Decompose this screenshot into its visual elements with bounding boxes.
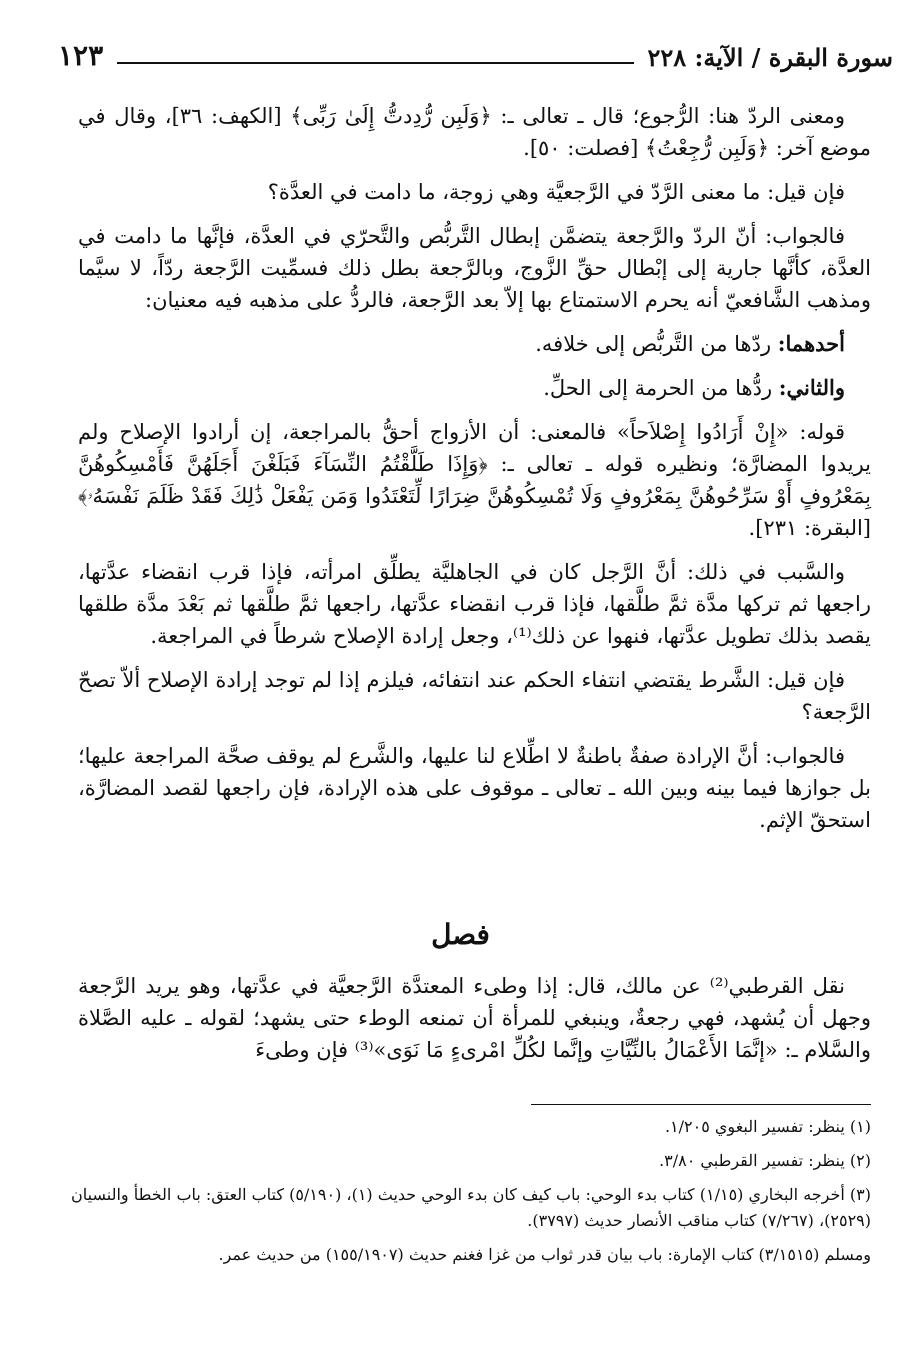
paragraph-question-2: فإن قيل: الشَّرط يقتضي انتفاء الحكم عند انتفائه، فيلزم إذا لم توجد إرادة الإصلاح ألاّ تصحّ الرَّجعة؟ xyxy=(78,668,871,724)
page-header xyxy=(58,28,893,72)
header-rule xyxy=(117,62,633,64)
section-text xyxy=(78,970,871,1066)
paragraph-radd-meaning: ومعنى الردّ هنا: الرُّجوع؛ قال ـ تعالى ـ: ﴿وَلَبِن رُّدِدتُّ إِلَىٰ رَبِّى﴾ [الكهف: ٣٦]، وقال في موضع آخر: ﴿وَلَبِن رُّجِعْتُ﴾ [فصلت: ٥٠]. xyxy=(78,104,871,160)
footnote-3: (٣) أخرجه البخاري (١/١٥) كتاب بدء الوحي: باب كيف كان بدء الوحي حديث (١)، (٥/١٩٠) كتاب العتق: باب الخطأ والنسيان (٢٥٢٩)، (٧/٢٦٧) كتاب مناقب الأنصار حديث (٣٧٩٧). xyxy=(71,1185,871,1230)
point-second xyxy=(78,372,871,404)
paragraph-islah: قوله: «إِنْ أَرَادُوا إِصْلاَحاً» فالمعنى: أن الأزواج أحقُّ بالمراجعة، إن أرادوا الإصلاح ولم يريدوا المضارَّة؛ ونظيره قوله ـ تعالى ـ: ﴿وَإِذَا طَلَّقْتُمُ النِّسَآءَ فَبَلَغْنَ أَجَلَهُنَّ فَأَمْسِكُوهُنَّ بِمَعْرُوفٍ أَوْ سَرِّحُوهُنَّ بِمَعْرُوفٍ وَلَا تُمْسِكُوهُنَّ ضِرَارًا لِّتَعْتَدُوا وَمَن يَفْعَلْ ذَٰلِكَ فَقَدْ ظَلَمَ نَفْسَهُۥ﴾ [البقرة: ٢٣١]. xyxy=(78,420,871,540)
point-first xyxy=(78,328,871,360)
paragraph-answer-2: فالجواب: أنَّ الإرادة صفةٌ باطنةٌ لا اطِّلاع لنا عليها، والشَّرع لم يوقف صحَّة المراجعة عليها؛ بل جوازها فيما بينه وبين الله ـ تعالى ـ موقوف على هذه الإرادة، فإن راجعها لقصد المضارَّة، استحقّ الإثم. xyxy=(78,744,871,832)
paragraph-answer-1: فالجواب: أنّ الردّ والرَّجعة يتضمَّن إبطال التَّربُّص والتَّحرّي في العدَّة، فإنَّها ما دامت في العدَّة، كأنَّها جارية إلى إبْطال حقِّ الزَّوج، وبالرَّجعة بطل ذلك فسمِّيت الرَّجعة ردّاً، لا سيَّما ومذهب الشَّافعيّ أنه يحرم الاستمتاع بها إلاّ بعد الرَّجعة، فالردُّ على مذهبه فيه معنيان: xyxy=(78,224,871,312)
point-second-text: ردُّها من الحرمة إلى الحلِّ. xyxy=(543,376,779,400)
section-title: فصل xyxy=(431,918,490,951)
footnote-3-continued: ومسلم (٣/١٥١٥) كتاب الإمارة: باب بيان قدر ثواب من غزا فغنم حديث (١٥٥/١٩٠٧) من حديث عمر. xyxy=(218,1245,871,1264)
point-second-label: والثاني: xyxy=(778,375,845,400)
surah-verse-heading: سورة البقرة / الآية: ٢٢٨ xyxy=(647,43,893,72)
footnotes xyxy=(70,1114,871,1276)
paragraph-qurtubi: نقل القرطبي⁽²⁾ عن مالك، قال: إذا وطىء المعتدَّة الرَّجعيَّة في عدَّتها، وهو يريد الرَّجعة وجهل أن يُشهد، فهي رجعةٌ، وينبغي للمرأة أن تمنعه الوطء حتى يشهد؛ لقوله ـ عليه الصَّلاة والسَّلام ـ: «إنَّمَا الأَعْمَالُ بالنِّيَّاتِ وإنَّما لكُلِّ امْرىءٍ مَا نَوَى»⁽³⁾ فإن وطىءَ xyxy=(78,974,871,1062)
point-first-text: ردّها من التَّربُّص إلى خلافه. xyxy=(535,332,778,356)
footnote-2: (٢) ينظر: تفسير القرطبي ٣/٨٠. xyxy=(659,1151,871,1170)
footnote-rule xyxy=(531,1104,871,1105)
main-text xyxy=(78,100,871,848)
page-number: ١٢٣ xyxy=(58,39,104,72)
paragraph-question-1: فإن قيل: ما معنى الرَّدّ في الرَّجعيَّة وهي زوجة، ما دامت في العدَّة؟ xyxy=(267,180,845,204)
footnote-1: (١) ينظر: تفسير البغوي ١/٢٠٥. xyxy=(664,1117,871,1136)
point-first-label: أحدهما: xyxy=(777,331,845,356)
paragraph-reason: والسَّبب في ذلك: أنَّ الرَّجل كان في الجاهليَّة يطلِّق امرأته، فإذا قرب انقضاء عدَّتها، راجعها ثم تركها مدَّة ثمَّ طلَّقها، فإذا قرب انقضاء عدَّتها، راجعها ثمَّ طلَّقها ثم بَعْدَ مدَّة طلقها يقصد بذلك تطويل عدَّتها، فنهوا عن ذلك⁽¹⁾، وجعل إرادة الإصلاح شرطاً في المراجعة. xyxy=(78,560,871,648)
